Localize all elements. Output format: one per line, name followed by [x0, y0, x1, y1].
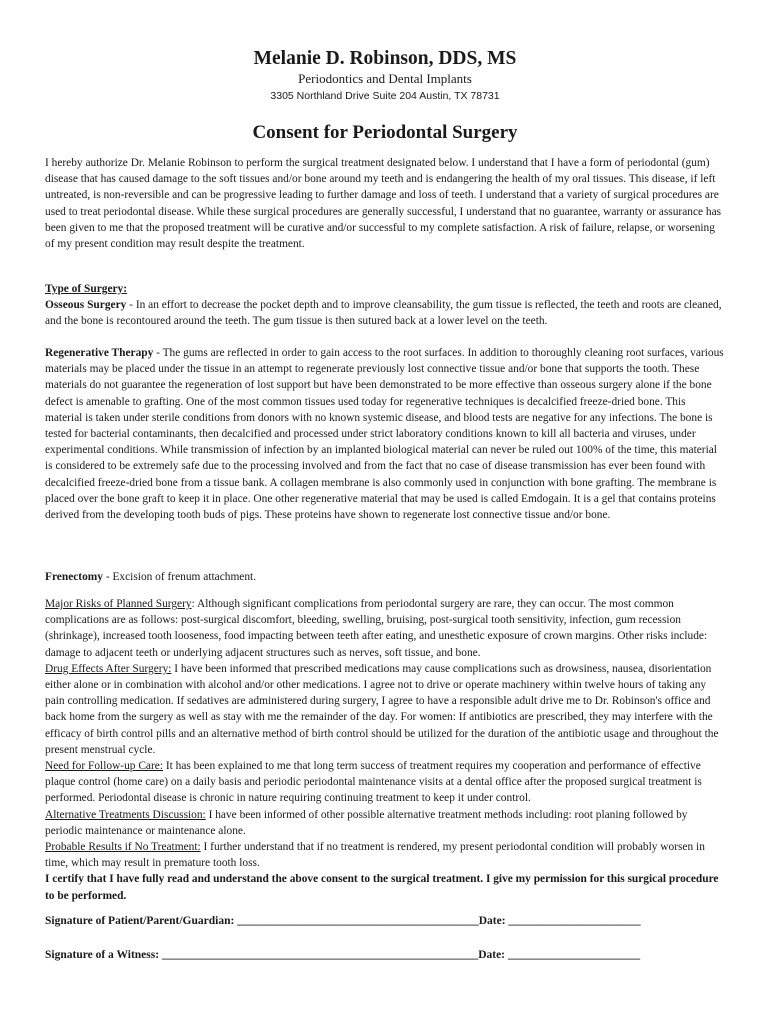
- alternative-treatments-label: Alternative Treatments Discussion:: [45, 808, 206, 821]
- drug-effects-text: I have been informed that prescribed medications may cause complications such as drowsiness, nausea, disorientation either alone or in combination with alcohol and/or other medications. I agree not to drive or operate machinery within twelve hours of taking any pain controlling medication. If sedatives are administered during surgery, I agree to have a responsible adult drive me to Dr. Robinson's office and back home from the surgery as well as stay with me the remainder of the day. For women: If antibiotics are prescribed, they may interfere with the efficacy of birth control pills and an alternative method of birth control should be utilized for the duration of the antibiotic usage and throughout the present menstrual cycle.: [45, 662, 719, 756]
- patient-signature-row: [45, 915, 641, 927]
- major-risks-text: : Although significant complications from periodontal surgery are rare, they can occur. The most common complications are as follows: post-surgical discomfort, bleeding, swelling, bruising, post-surgical tooth sensitivity, infection, gum recession (shrinkage), increased tooth looseness, food impacting between teeth after eating, and unesthetic exposure of crown margins. Other risks include: damage to adjacent teeth or underlying adjacent structures such as nerves, soft tissue, and bone.: [45, 598, 708, 659]
- witness-date-line[interactable]: _______________________: [507, 949, 641, 961]
- osseous-surgery-text: - In an effort to decrease the pocket depth and to improve cleansability, the gum tissue is reflected, the teeth and roots are cleaned, and the bone is recontoured around the teeth. The gum tissue is then sutured back at a lower level on the teeth.: [45, 299, 722, 328]
- witness-signature-row: [45, 949, 640, 961]
- certification-statement: I certify that I have fully read and understand the above consent to the surgical treatment. I give my permission for this surgical procedure to be performed.: [45, 873, 719, 902]
- regenerative-therapy-text: - The gums are reflected in order to gain access to the root surfaces. In addition to thoroughly cleaning root surfaces, various materials may be placed under the tissue in an attempt to regenerate previously lost connective tissue and/or bone that supports the tooth. These materials do not guarantee the regeneration of lost support but have been demonstrated to be more effective than osseous surgery alone if the bone defect is amenable to grafting. One of the most common tissues used today for regenerative techniques is decalcified freeze-dried bone. This material is taken under sterile conditions from donors with no known systemic disease, and blood tests are negative for any infections. The bone is tested for bacterial contaminants, then decalcified and processed under strict laboratory conditions known to kill all bacteria and viruses, under experimental conditions. While transmission of infection by an implanted biological material can never be ruled out 100% of the time, this material is considered to be extremely safe due to the processing involved and from the fact that no case of disease transmission has ever been found with decalcified freeze-dried bone from a tissue bank. A collagen membrane is also commonly used in conjunction with bone grafting. The membrane is placed over the bone graft to keep it in place. One other regenerative material that may be used is called Emdogain. It is a gel that contains proteins derived from the developing tooth buds of pigs. These proteins have shown to regenerate lost connective tissue and/or bone.: [45, 347, 724, 522]
- follow-up-label: Need for Follow-up Care:: [45, 760, 163, 773]
- follow-up-paragraph: [45, 758, 725, 807]
- intro-paragraph: [45, 155, 725, 252]
- patient-date-label: Date:: [478, 915, 509, 927]
- drug-effects-label: Drug Effects After Surgery:: [45, 662, 172, 675]
- regenerative-therapy-label: Regenerative Therapy: [45, 347, 154, 359]
- alternative-treatments-paragraph: [45, 807, 725, 839]
- major-risks-label: Major Risks of Planned Surgery: [45, 598, 192, 610]
- regenerative-therapy-section: [45, 345, 725, 523]
- witness-signature-label: Signature of a Witness:: [45, 949, 162, 961]
- intro-text: I hereby authorize Dr. Melanie Robinson to perform the surgical treatment designated below. I understand that I have a form of periodontal (gum) disease that has caused damage to the soft tissues and/or bone around my teeth and is endangering the health of my oral tissues. This disease, if left untreated, is non-reversible and can be progressive leading to further damage and loss of teeth. I understand that a variety of surgical procedures are used to treat periodontal disease. While these surgical procedures are generally successful, I understand that no guarantee, warranty or assurance has been given to me that the proposed treatment will be curative and/or successful to my complete satisfaction. A risk of failure, relapse, or worsening of my present condition may result despite the treatment.: [45, 157, 722, 251]
- follow-up-text: It has been explained to me that long term success of treatment requires my cooperation and performance of effective plaque control (home care) on a daily basis and periodic periodontal maintenance visits at a dental office after the proposed surgical treatment is performed. Periodontal disease is chronic in nature requiring continuing treatment to keep it under control.: [45, 760, 702, 805]
- doctor-name: Melanie D. Robinson, DDS, MS: [253, 48, 517, 69]
- osseous-surgery-paragraph: [45, 297, 725, 329]
- alternative-treatments-text: I have been informed of other possible alternative treatment methods including: root planing followed by periodic maintenance or maintenance alone.: [45, 808, 688, 837]
- type-of-surgery-heading: Type of Surgery:: [45, 283, 128, 295]
- patient-date-line[interactable]: _______________________: [508, 915, 641, 927]
- doctor-specialty: Periodontics and Dental Implants: [298, 71, 472, 86]
- regenerative-therapy-paragraph: [45, 345, 725, 523]
- frenectomy-section: [45, 569, 725, 585]
- frenectomy-paragraph: [45, 569, 725, 585]
- osseous-surgery-label: Osseous Surgery: [45, 299, 127, 312]
- no-treatment-paragraph: [45, 839, 725, 871]
- major-risks-paragraph: [45, 596, 725, 661]
- type-of-surgery-section: [45, 281, 725, 330]
- risks-section: [45, 596, 725, 904]
- office-address: 3305 Northland Drive Suite 204 Austin, TX 78731: [270, 90, 500, 102]
- drug-effects-paragraph: [45, 661, 725, 758]
- witness-date-label: Date:: [478, 949, 508, 961]
- no-treatment-text: I further understand that if no treatment is rendered, my present periodontal condition will probably worsen in time, which may result in premature tooth loss.: [45, 841, 705, 870]
- frenectomy-label: Frenectomy: [45, 571, 103, 583]
- frenectomy-text: - Excision of frenum attachment.: [102, 571, 257, 583]
- patient-signature-label: Signature of Patient/Parent/Guardian:: [45, 915, 238, 927]
- patient-signature-line[interactable]: __________________________________________: [237, 915, 479, 927]
- page-title: Consent for Periodontal Surgery: [252, 122, 518, 143]
- witness-signature-line[interactable]: _______________________________________________________: [161, 949, 479, 961]
- no-treatment-label: Probable Results if No Treatment:: [45, 841, 201, 854]
